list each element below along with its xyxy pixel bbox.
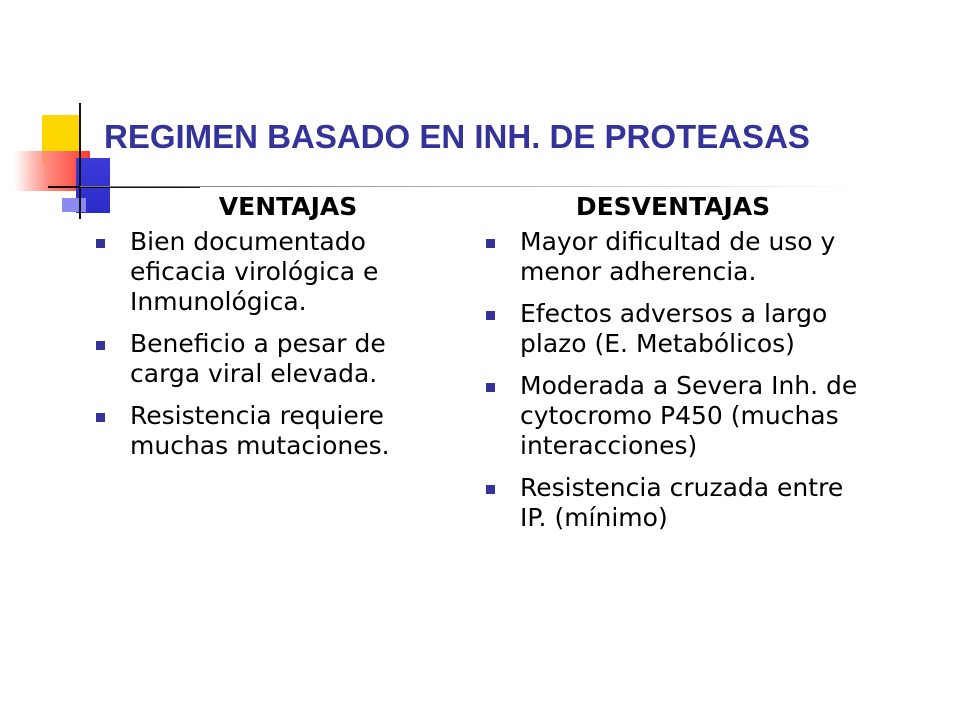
list-item (88, 401, 458, 461)
disadvantages-list (478, 227, 918, 533)
list-item (478, 227, 870, 287)
list-item-text: Mayor dificultad de uso y menor adherencia. (520, 227, 836, 286)
list-item-text: Efectos adversos a largo plazo (E. Metabólicos) (520, 299, 828, 358)
square-bullet-icon (486, 239, 495, 248)
advantages-heading: VENTAJAS (218, 192, 358, 221)
list-item-text: Resistencia requiere muchas mutaciones. (130, 401, 390, 460)
slide-title: REGIMEN BASADO EN INH. DE PROTEASAS (104, 118, 810, 155)
decor-vertical-line (79, 103, 81, 219)
square-bullet-icon (96, 413, 105, 422)
list-item (478, 473, 850, 533)
square-bullet-icon (96, 239, 105, 248)
advantages-column (88, 192, 458, 473)
list-item (478, 299, 880, 359)
title-underline-rule (80, 186, 860, 187)
disadvantages-heading: DESVENTAJAS (575, 192, 771, 221)
advantages-list (88, 227, 458, 461)
list-item-text: Beneficio a pesar de carga viral elevada. (130, 329, 386, 388)
list-item (88, 329, 458, 389)
square-bullet-icon (96, 341, 105, 350)
list-item-text: Bien documentado eficacia virológica e Inmunológica. (130, 227, 379, 316)
square-bullet-icon (486, 311, 495, 320)
decor-blue-shadow (62, 198, 86, 212)
square-bullet-icon (486, 485, 495, 494)
list-item-text: Resistencia cruzada entre IP. (mínimo) (520, 473, 844, 532)
list-item (478, 371, 890, 461)
disadvantages-column (478, 192, 918, 545)
list-item (88, 227, 458, 317)
square-bullet-icon (486, 383, 495, 392)
list-item-text: Moderada a Severa Inh. de cytocromo P450 (muchas interacciones) (520, 371, 858, 460)
